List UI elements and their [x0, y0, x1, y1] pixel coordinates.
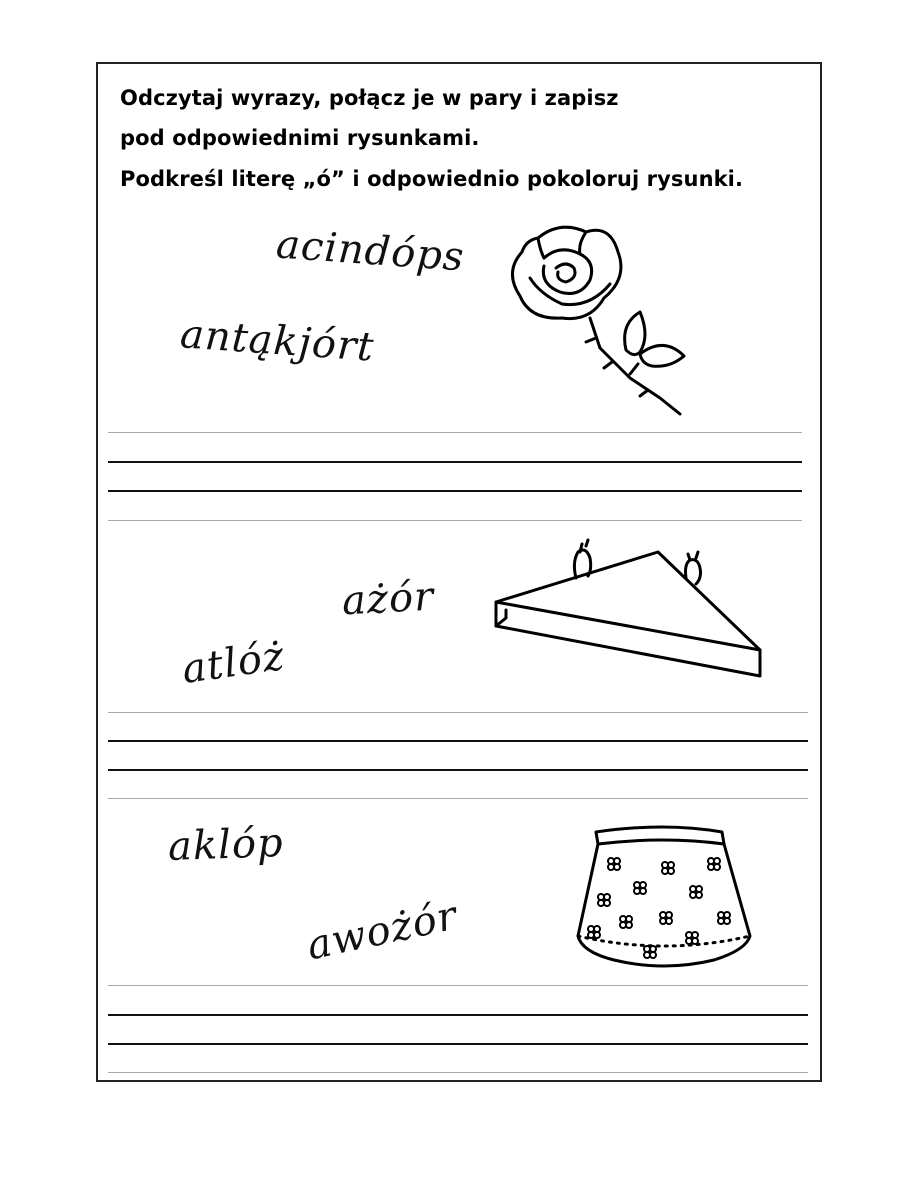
instruction-line-1: Odczytaj wyrazy, połącz je w pary i zapisz [120, 86, 619, 110]
instruction-line-2: pod odpowiednimi rysunkami. [120, 126, 480, 150]
skirt-icon [574, 826, 754, 974]
scrambled-word: atlóż [179, 633, 288, 693]
writing-line[interactable] [108, 798, 808, 799]
instruction-line-3: Podkreśl literę „ó” i odpowiednio pokoloruj rysunki. [120, 167, 744, 191]
cake-slice-icon [492, 538, 772, 688]
scrambled-word: acindóps [274, 221, 466, 281]
writing-line[interactable] [108, 1014, 808, 1016]
writing-line[interactable] [108, 461, 802, 463]
writing-line[interactable] [108, 490, 802, 492]
writing-line[interactable] [108, 985, 808, 986]
writing-line[interactable] [108, 432, 802, 433]
writing-line[interactable] [108, 712, 808, 713]
writing-line[interactable] [108, 769, 808, 771]
writing-line[interactable] [108, 1072, 808, 1073]
writing-line[interactable] [108, 740, 808, 742]
scrambled-word: antąkjórt [178, 311, 376, 371]
scrambled-word: ażór [340, 573, 436, 625]
scrambled-word: awożór [302, 892, 462, 970]
rose-icon [500, 218, 690, 418]
scrambled-word: aklóp [167, 819, 285, 871]
writing-line[interactable] [108, 520, 802, 521]
writing-line[interactable] [108, 1043, 808, 1045]
